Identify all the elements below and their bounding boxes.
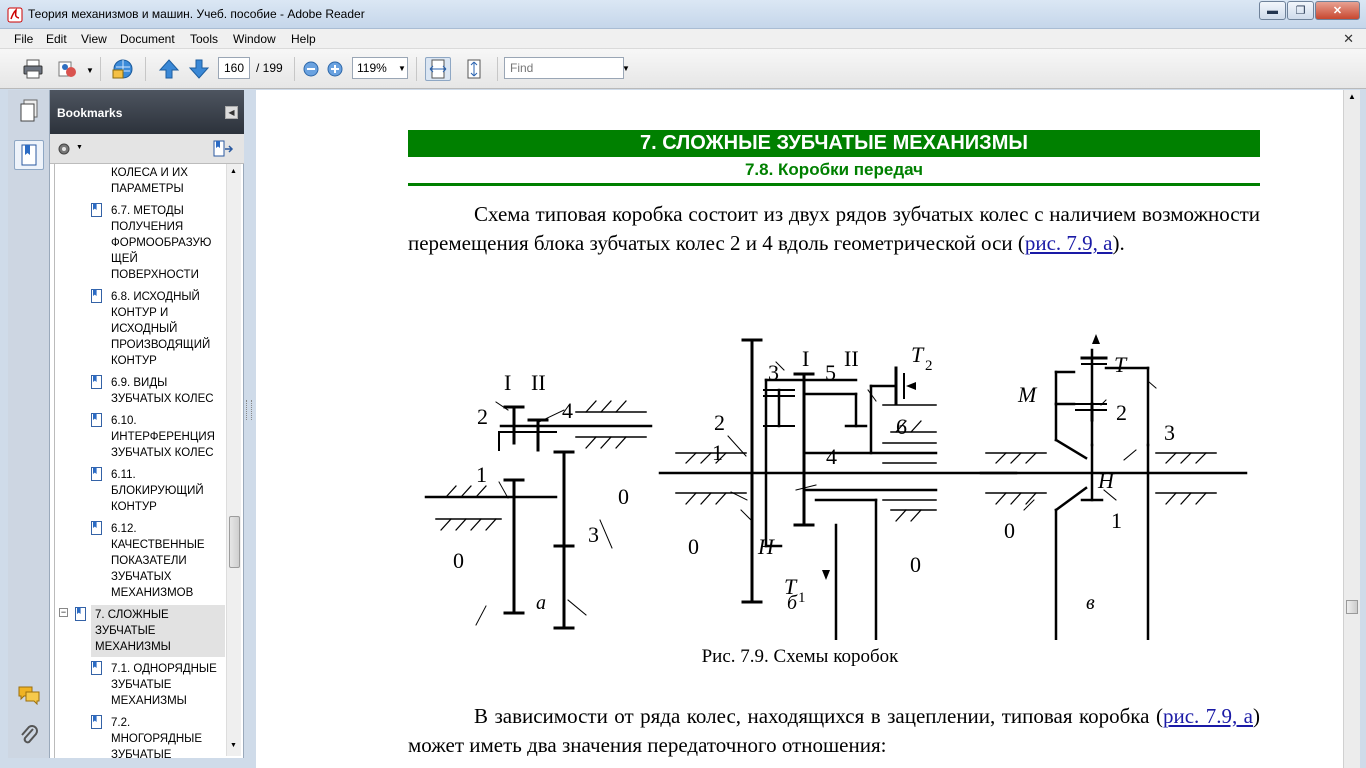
- scheme-b: [660, 340, 1016, 640]
- label-3-b: 3: [768, 360, 779, 385]
- bookmark-6-6[interactable]: КОЛЕСА И ИХ ПАРАМЕТРЫ: [111, 167, 188, 195]
- zoom-dropdown-icon[interactable]: ▼: [398, 64, 406, 73]
- bookmark-7[interactable]: 7. СЛОЖНЫЕ ЗУБЧАТЫЕ МЕХАНИЗМЫ: [95, 609, 171, 653]
- label-4-a: 4: [562, 398, 573, 423]
- menu-window[interactable]: Window: [233, 32, 276, 46]
- bookmark-icon: [91, 521, 102, 535]
- label-H-b: H: [758, 534, 774, 559]
- label-1-a: 1: [476, 462, 487, 487]
- label-0-left-a: 0: [453, 548, 464, 573]
- label-II-a: II: [531, 370, 546, 395]
- figure-link-2[interactable]: рис. 7.9, а: [1162, 704, 1253, 728]
- previous-page-icon[interactable]: [156, 57, 182, 81]
- bookmark-6-7[interactable]: 6.7. МЕТОДЫ ПОЛУЧЕНИЯ ФОРМООБРАЗУЮ ЩЕЙ ПОВЕРХНОСТИ: [111, 205, 212, 281]
- label-0-c: 0: [1004, 518, 1015, 543]
- bookmark-6-8[interactable]: 6.8. ИСХОДНЫЙ КОНТУР И ИСХОДНЫЙ ПРОИЗВОДЯЩИЙ КОНТУР: [111, 291, 211, 367]
- label-T1-b: T: [784, 574, 797, 599]
- close-document-icon[interactable]: ✕: [1343, 31, 1354, 46]
- bookmark-icon: [91, 203, 102, 217]
- label-1-b: 1: [712, 440, 723, 465]
- pages-panel-icon[interactable]: [14, 96, 44, 126]
- menu-edit[interactable]: Edit: [46, 32, 67, 46]
- label-3-c: 3: [1164, 420, 1175, 445]
- bookmark-icon: [91, 661, 102, 675]
- window-title: Теория механизмов и машин. Учеб. пособие - Adobe Reader: [28, 7, 365, 21]
- bookmark-6-9[interactable]: 6.9. ВИДЫ ЗУБЧАТЫХ КОЛЕС: [111, 377, 214, 405]
- options-dropdown-icon[interactable]: ▼: [76, 144, 83, 151]
- print-icon[interactable]: [20, 57, 46, 81]
- maximize-button[interactable]: ❐: [1287, 1, 1314, 20]
- label-M-c: M: [1018, 382, 1037, 407]
- toolbar-separator: [145, 57, 146, 81]
- label-T2-b: T: [911, 342, 924, 367]
- menu-view[interactable]: View: [81, 32, 107, 46]
- document-scroll-thumb[interactable]: [1346, 600, 1358, 614]
- chapter-title: 7. СЛОЖНЫЕ ЗУБЧАТЫЕ МЕХАНИЗМЫ: [408, 130, 1260, 157]
- zoom-out-icon[interactable]: [298, 57, 324, 81]
- menu-bar: [0, 29, 1366, 49]
- label-T2-sub: 2: [925, 358, 933, 374]
- figure-caption: Рис. 7.9. Схемы коробок: [701, 646, 899, 667]
- toolbar-separator: [416, 57, 417, 81]
- bookmark-icon: [91, 715, 102, 729]
- label-I-a: I: [504, 370, 512, 395]
- bookmarks-panel: [50, 90, 244, 758]
- bookmark-7-1[interactable]: 7.1. ОДНОРЯДНЫЕ ЗУБЧАТЫЕ МЕХАНИЗМЫ: [111, 663, 217, 707]
- bookmark-7-2[interactable]: 7.2. МНОГОРЯДНЫЕ ЗУБЧАТЫЕ: [111, 717, 203, 758]
- expand-bookmark-icon[interactable]: [212, 140, 234, 158]
- page-total: / 199: [256, 61, 283, 75]
- zoom-in-icon[interactable]: [322, 57, 348, 81]
- label-H-c: H: [1098, 468, 1114, 493]
- toolbar-separator: [497, 57, 498, 81]
- label-0-left-b: 0: [688, 534, 699, 559]
- menu-file[interactable]: File: [14, 32, 34, 46]
- document-view: [256, 90, 1344, 768]
- collapse-toggle-icon[interactable]: −: [60, 607, 67, 617]
- bookmark-icon: [75, 607, 86, 621]
- scroll-down-icon[interactable]: ▼: [230, 742, 237, 749]
- bookmarks-toolbar: [50, 134, 244, 164]
- label-I-b: I: [802, 346, 810, 371]
- options-gear-icon[interactable]: [56, 141, 74, 157]
- label-II-b: II: [844, 346, 859, 371]
- label-T1-sub: 1: [798, 590, 806, 606]
- label-T-c: T: [1114, 352, 1127, 377]
- bookmark-6-10[interactable]: 6.10. ИНТЕРФЕРЕНЦИЯ ЗУБЧАТЫХ КОЛЕС: [111, 415, 215, 459]
- gearbox-figure: [256, 310, 1344, 640]
- share-dropdown-icon[interactable]: ▼: [86, 66, 94, 75]
- scroll-up-icon[interactable]: ▲: [230, 168, 237, 175]
- section-underline: [408, 183, 1260, 186]
- bookmarks-panel-icon[interactable]: [14, 140, 44, 170]
- menu-help[interactable]: Help: [291, 32, 316, 46]
- find-dropdown-icon[interactable]: ▼: [622, 64, 630, 73]
- panel-splitter[interactable]: [246, 400, 252, 420]
- comments-icon[interactable]: [14, 680, 44, 710]
- bookmark-icon: [91, 467, 102, 481]
- label-2-b: 2: [714, 410, 725, 435]
- share-icon[interactable]: [56, 57, 82, 81]
- label-3-a: 3: [588, 522, 599, 547]
- paragraph-1: Схема типовая коробка состоит из двух рядов зубчатых колес с наличием возможности перемещения блока зубчатых колес 2 и 4 вдоль геометрической оси (рис. 7.9, а).: [408, 202, 1260, 255]
- document-scrollbar[interactable]: [1343, 90, 1360, 768]
- attachments-icon[interactable]: [14, 720, 44, 750]
- close-button[interactable]: ✕: [1315, 1, 1360, 20]
- page-number-input[interactable]: 160: [218, 57, 250, 79]
- doc-scroll-up-icon[interactable]: ▲: [1348, 92, 1356, 101]
- bookmark-6-12[interactable]: 6.12. КАЧЕСТВЕННЫЕ ПОКАЗАТЕЛИ ЗУБЧАТЫХ МЕХАНИЗМОВ: [111, 523, 205, 599]
- adobe-reader-icon: [7, 7, 23, 23]
- bookmark-icon: [91, 375, 102, 389]
- bookmarks-scroll-thumb[interactable]: [229, 516, 240, 568]
- next-page-icon[interactable]: [186, 57, 212, 81]
- bookmarks-list: [54, 164, 228, 758]
- title-bar: [0, 0, 1366, 29]
- find-input[interactable]: Find: [504, 57, 624, 79]
- toolbar-separator: [100, 57, 101, 81]
- bookmarks-header: Bookmarks: [50, 90, 244, 134]
- sublabel-a: а: [536, 592, 546, 614]
- sublabel-c: в: [1086, 592, 1095, 614]
- minimize-button[interactable]: ▬: [1259, 1, 1286, 20]
- label-0-right-a: 0: [618, 484, 629, 509]
- label-6-b: 6: [896, 414, 907, 439]
- label-2-a: 2: [477, 404, 488, 429]
- label-0-right-b: 0: [910, 552, 921, 577]
- navigation-rail: [8, 90, 50, 758]
- sublabel-b: б: [787, 592, 798, 614]
- section-title: 7.8. Коробки передач: [744, 160, 924, 179]
- label-1-c: 1: [1111, 508, 1122, 533]
- collapse-panel-icon[interactable]: ◀: [225, 106, 238, 119]
- paragraph-2: В зависимости от ряда колес, находящихся в зацеплении, типовая коробка (рис. 7.9, а) может иметь два значения передаточного отношения:: [408, 704, 1260, 757]
- label-4-b: 4: [826, 444, 837, 469]
- label-2-c: 2: [1116, 400, 1127, 425]
- toolbar-separator: [294, 57, 295, 81]
- menu-document[interactable]: Document: [120, 32, 175, 46]
- bookmark-6-11[interactable]: 6.11. БЛОКИРУЮЩИЙ КОНТУР: [111, 469, 204, 513]
- bookmarks-scrollbar[interactable]: [226, 164, 241, 756]
- collaborate-icon[interactable]: [110, 57, 136, 81]
- bookmark-icon: [91, 289, 102, 303]
- toolbar: [0, 49, 1366, 89]
- bookmark-icon: [91, 413, 102, 427]
- label-5-b: 5: [825, 360, 836, 385]
- menu-tools[interactable]: Tools: [190, 32, 219, 46]
- figure-link[interactable]: рис. 7.9, а: [1024, 231, 1113, 255]
- zoom-input[interactable]: 119%: [352, 57, 408, 79]
- fit-width-icon[interactable]: [425, 57, 451, 81]
- fit-page-icon[interactable]: [461, 57, 487, 81]
